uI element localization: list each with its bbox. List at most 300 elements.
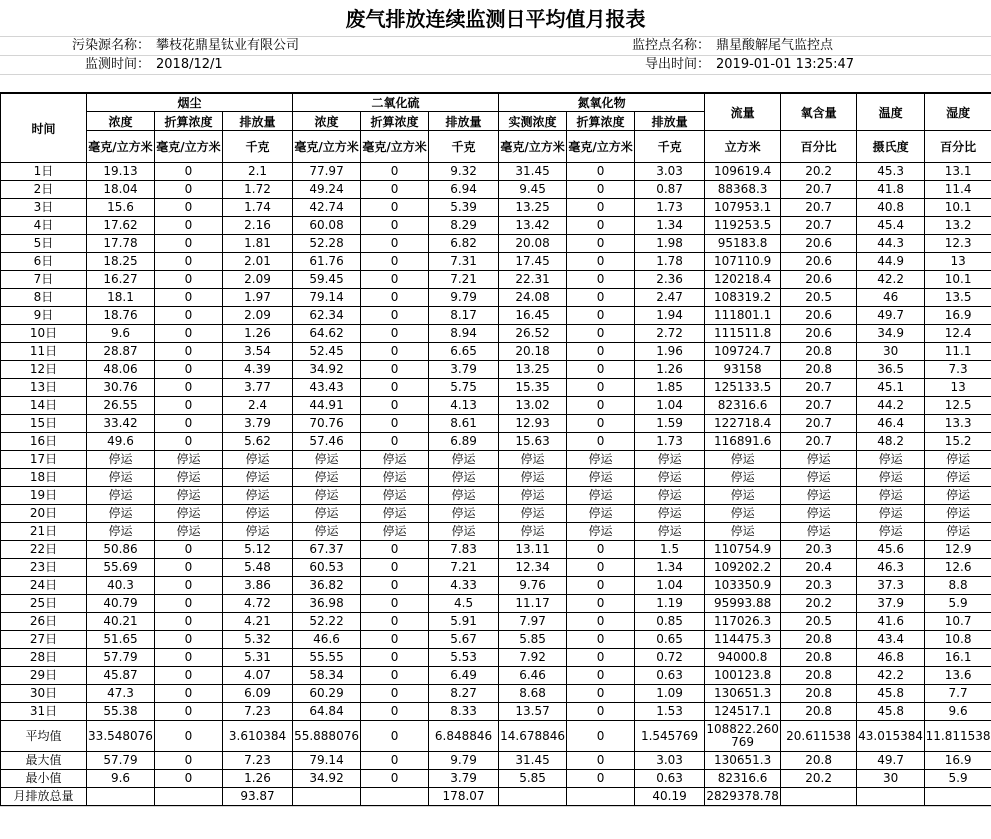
table-cell: 1.26 — [635, 361, 705, 379]
table-cell: 0 — [155, 541, 223, 559]
table-cell: 13.6 — [925, 667, 991, 685]
summary-cell: 1.26 — [223, 770, 293, 788]
row-date: 30日 — [1, 685, 87, 703]
table-cell: 37.3 — [857, 577, 925, 595]
table-cell: 46 — [857, 289, 925, 307]
summary-cell: 5.85 — [499, 770, 567, 788]
table-cell: 停运 — [361, 451, 429, 469]
table-cell: 109619.4 — [705, 163, 781, 181]
table-cell: 4.39 — [223, 361, 293, 379]
table-cell: 0 — [155, 649, 223, 667]
table-cell: 5.62 — [223, 433, 293, 451]
table-cell: 0 — [155, 703, 223, 721]
table-cell: 119253.5 — [705, 217, 781, 235]
table-cell: 4.21 — [223, 613, 293, 631]
table-cell: 0 — [567, 631, 635, 649]
table-cell: 49.6 — [87, 433, 155, 451]
table-cell: 0 — [567, 271, 635, 289]
table-cell: 停运 — [705, 451, 781, 469]
row-date: 6日 — [1, 253, 87, 271]
header-so2-conc: 浓度 — [293, 112, 361, 131]
table-cell: 5.91 — [429, 613, 499, 631]
table-cell: 1.73 — [635, 433, 705, 451]
report-title: 废气排放连续监测日平均值月报表 — [0, 0, 991, 37]
table-cell: 4.72 — [223, 595, 293, 613]
table-cell: 36.5 — [857, 361, 925, 379]
row-date: 12日 — [1, 361, 87, 379]
summary-cell: 34.92 — [293, 770, 361, 788]
table-cell: 94000.8 — [705, 649, 781, 667]
table-cell: 82316.6 — [705, 397, 781, 415]
table-header — [1, 94, 991, 163]
table-cell: 7.3 — [925, 361, 991, 379]
table-cell: 42.2 — [857, 271, 925, 289]
table-cell: 停运 — [781, 505, 857, 523]
table-cell: 停运 — [499, 469, 567, 487]
row-date: 29日 — [1, 667, 87, 685]
table-cell: 111511.8 — [705, 325, 781, 343]
summary-cell: 0 — [361, 770, 429, 788]
table-cell: 20.18 — [499, 343, 567, 361]
table-cell: 120218.4 — [705, 271, 781, 289]
summary-cell: 20.2 — [781, 770, 857, 788]
table-cell: 20.7 — [781, 181, 857, 199]
summary-cell: 55.888076 — [293, 721, 361, 752]
table-cell: 0 — [361, 685, 429, 703]
summary-cell: 30 — [857, 770, 925, 788]
unit-cell: 毫克/立方米 — [293, 131, 361, 163]
unit-cell: 毫克/立方米 — [567, 131, 635, 163]
table-cell: 67.37 — [293, 541, 361, 559]
table-cell: 0 — [567, 397, 635, 415]
table-cell: 40.79 — [87, 595, 155, 613]
summary-cell: 57.79 — [87, 752, 155, 770]
row-date: 14日 — [1, 397, 87, 415]
table-cell: 20.7 — [781, 433, 857, 451]
row-date: 5日 — [1, 235, 87, 253]
table-cell: 64.84 — [293, 703, 361, 721]
table-cell: 107110.9 — [705, 253, 781, 271]
table-cell: 1.98 — [635, 235, 705, 253]
table-cell: 40.3 — [87, 577, 155, 595]
table-cell: 40.21 — [87, 613, 155, 631]
table-cell: 0 — [567, 181, 635, 199]
table-row — [1, 361, 991, 379]
table-cell: 7.31 — [429, 253, 499, 271]
table-cell: 0 — [361, 631, 429, 649]
table-cell: 16.45 — [499, 307, 567, 325]
header-group-so2: 二氧化硫 — [293, 94, 499, 112]
table-row — [1, 523, 991, 541]
summary-cell: 108822.260769 — [705, 721, 781, 752]
summary-cell: 2829378.78 — [705, 788, 781, 806]
table-cell: 0 — [155, 361, 223, 379]
table-cell: 6.65 — [429, 343, 499, 361]
table-cell: 11.4 — [925, 181, 991, 199]
table-cell: 13.42 — [499, 217, 567, 235]
table-cell: 1.04 — [635, 397, 705, 415]
table-cell: 1.85 — [635, 379, 705, 397]
table-cell: 3.54 — [223, 343, 293, 361]
summary-cell: 11.811538 — [925, 721, 991, 752]
row-date: 7日 — [1, 271, 87, 289]
table-cell: 20.6 — [781, 307, 857, 325]
table-cell: 停运 — [429, 487, 499, 505]
table-cell: 52.22 — [293, 613, 361, 631]
trailing-row — [0, 806, 991, 829]
table-row — [1, 199, 991, 217]
report-table — [0, 93, 991, 806]
table-cell: 15.35 — [499, 379, 567, 397]
table-cell: 20.2 — [781, 163, 857, 181]
table-cell: 5.85 — [499, 631, 567, 649]
point-label: 监控点名称： — [631, 38, 710, 53]
table-cell: 117026.3 — [705, 613, 781, 631]
table-cell: 0 — [155, 397, 223, 415]
table-cell: 6.46 — [499, 667, 567, 685]
table-cell: 0 — [567, 199, 635, 217]
table-cell: 0 — [155, 685, 223, 703]
table-cell: 58.34 — [293, 667, 361, 685]
table-cell: 47.3 — [87, 685, 155, 703]
table-cell: 0 — [155, 595, 223, 613]
table-cell: 0 — [567, 685, 635, 703]
row-date: 17日 — [1, 451, 87, 469]
point-value: 鼎星酸解尾气监控点 — [716, 38, 834, 53]
table-cell: 6.82 — [429, 235, 499, 253]
table-cell: 26.52 — [499, 325, 567, 343]
summary-cell: 0 — [155, 770, 223, 788]
table-cell: 停运 — [499, 451, 567, 469]
table-cell: 20.6 — [781, 235, 857, 253]
header-nox-emit: 排放量 — [635, 112, 705, 131]
table-cell: 45.8 — [857, 703, 925, 721]
summary-cell: 0 — [155, 721, 223, 752]
summary-cell: 20.611538 — [781, 721, 857, 752]
summary-row — [1, 752, 991, 770]
table-cell: 44.91 — [293, 397, 361, 415]
table-cell: 0.65 — [635, 631, 705, 649]
summary-cell: 178.07 — [429, 788, 499, 806]
table-cell: 20.8 — [781, 649, 857, 667]
row-date: 13日 — [1, 379, 87, 397]
table-cell: 13.2 — [925, 217, 991, 235]
table-cell: 19.13 — [87, 163, 155, 181]
table-cell: 停运 — [293, 469, 361, 487]
export-value: 2019-01-01 13:25:47 — [716, 57, 855, 72]
summary-label: 最小值 — [1, 770, 87, 788]
table-cell: 10.7 — [925, 613, 991, 631]
table-cell: 停运 — [499, 505, 567, 523]
table-cell: 9.32 — [429, 163, 499, 181]
row-date: 1日 — [1, 163, 87, 181]
summary-cell: 0 — [361, 721, 429, 752]
table-cell: 45.1 — [857, 379, 925, 397]
table-cell: 0 — [155, 289, 223, 307]
table-cell: 16.9 — [925, 307, 991, 325]
table-cell: 0 — [361, 577, 429, 595]
table-cell: 20.7 — [781, 397, 857, 415]
table-cell: 37.9 — [857, 595, 925, 613]
table-cell: 3.86 — [223, 577, 293, 595]
table-cell: 45.6 — [857, 541, 925, 559]
table-cell: 79.14 — [293, 289, 361, 307]
table-cell: 2.01 — [223, 253, 293, 271]
summary-row — [1, 721, 991, 752]
unit-cell: 摄氏度 — [857, 131, 925, 163]
table-cell: 5.39 — [429, 199, 499, 217]
table-cell: 12.6 — [925, 559, 991, 577]
table-cell: 110754.9 — [705, 541, 781, 559]
table-cell: 1.5 — [635, 541, 705, 559]
table-cell: 13.57 — [499, 703, 567, 721]
table-cell: 9.6 — [87, 325, 155, 343]
table-cell: 停运 — [925, 469, 991, 487]
table-cell: 0 — [155, 631, 223, 649]
table-cell: 停运 — [925, 487, 991, 505]
table-cell: 0 — [361, 343, 429, 361]
table-row — [1, 469, 991, 487]
unit-cell: 毫克/立方米 — [87, 131, 155, 163]
header-oxygen: 氧含量 — [781, 94, 857, 131]
table-cell: 停运 — [293, 451, 361, 469]
table-cell: 停运 — [361, 469, 429, 487]
summary-cell: 20.8 — [781, 752, 857, 770]
table-cell: 0 — [567, 667, 635, 685]
table-row — [1, 595, 991, 613]
table-cell: 0 — [361, 217, 429, 235]
table-cell: 8.94 — [429, 325, 499, 343]
row-date: 28日 — [1, 649, 87, 667]
table-cell: 20.3 — [781, 577, 857, 595]
table-cell: 0 — [155, 433, 223, 451]
table-cell: 0 — [567, 703, 635, 721]
summary-cell: 16.9 — [925, 752, 991, 770]
table-cell: 15.6 — [87, 199, 155, 217]
header-temp: 温度 — [857, 94, 925, 131]
table-cell: 13.25 — [499, 361, 567, 379]
table-row — [1, 163, 991, 181]
table-cell: 0 — [567, 307, 635, 325]
table-cell: 1.34 — [635, 217, 705, 235]
table-cell: 12.9 — [925, 541, 991, 559]
table-cell: 20.2 — [781, 595, 857, 613]
table-cell: 1.26 — [223, 325, 293, 343]
table-cell: 6.89 — [429, 433, 499, 451]
row-date: 21日 — [1, 523, 87, 541]
table-cell: 5.32 — [223, 631, 293, 649]
table-cell: 0 — [567, 289, 635, 307]
table-cell: 停运 — [567, 523, 635, 541]
table-cell: 停运 — [567, 487, 635, 505]
summary-cell: 33.548076 — [87, 721, 155, 752]
table-cell: 8.68 — [499, 685, 567, 703]
table-cell: 49.7 — [857, 307, 925, 325]
row-date: 25日 — [1, 595, 87, 613]
table-cell: 46.8 — [857, 649, 925, 667]
table-cell: 18.04 — [87, 181, 155, 199]
table-cell: 0.87 — [635, 181, 705, 199]
table-cell: 7.97 — [499, 613, 567, 631]
table-cell: 122718.4 — [705, 415, 781, 433]
table-cell: 42.74 — [293, 199, 361, 217]
row-date: 15日 — [1, 415, 87, 433]
source-value: 攀枝花鼎星钛业有限公司 — [156, 38, 300, 53]
table-cell: 46.4 — [857, 415, 925, 433]
table-cell: 停运 — [293, 487, 361, 505]
table-row — [1, 505, 991, 523]
table-row — [1, 325, 991, 343]
summary-cell — [155, 788, 223, 806]
table-cell: 停运 — [361, 487, 429, 505]
table-cell: 5.12 — [223, 541, 293, 559]
table-cell: 100123.8 — [705, 667, 781, 685]
info-row-1 — [0, 37, 991, 56]
summary-cell: 0 — [567, 721, 635, 752]
table-cell: 6.94 — [429, 181, 499, 199]
table-row — [1, 397, 991, 415]
table-cell: 20.8 — [781, 685, 857, 703]
table-cell: 0 — [155, 217, 223, 235]
table-cell: 0 — [567, 361, 635, 379]
unit-cell: 千克 — [223, 131, 293, 163]
table-cell: 0 — [567, 433, 635, 451]
summary-cell: 14.678846 — [499, 721, 567, 752]
unit-cell: 百分比 — [925, 131, 991, 163]
table-cell: 1.53 — [635, 703, 705, 721]
table-cell: 0 — [155, 577, 223, 595]
table-cell: 0 — [361, 271, 429, 289]
table-cell: 45.4 — [857, 217, 925, 235]
table-cell: 0 — [567, 343, 635, 361]
table-cell: 0 — [567, 415, 635, 433]
table-cell: 0 — [361, 595, 429, 613]
table-cell: 3.79 — [223, 415, 293, 433]
table-row — [1, 235, 991, 253]
row-date: 2日 — [1, 181, 87, 199]
table-cell: 45.3 — [857, 163, 925, 181]
table-cell: 88368.3 — [705, 181, 781, 199]
table-cell: 0 — [361, 613, 429, 631]
unit-cell: 百分比 — [781, 131, 857, 163]
table-cell: 停运 — [635, 523, 705, 541]
table-cell: 13.1 — [925, 163, 991, 181]
table-row — [1, 487, 991, 505]
table-cell: 51.65 — [87, 631, 155, 649]
table-cell: 7.83 — [429, 541, 499, 559]
summary-cell: 6.848846 — [429, 721, 499, 752]
summary-cell — [567, 788, 635, 806]
table-cell: 46.3 — [857, 559, 925, 577]
table-cell: 60.08 — [293, 217, 361, 235]
table-cell: 0 — [567, 325, 635, 343]
table-cell: 18.25 — [87, 253, 155, 271]
table-cell: 8.29 — [429, 217, 499, 235]
table-row — [1, 181, 991, 199]
table-cell: 停运 — [857, 469, 925, 487]
table-cell: 43.4 — [857, 631, 925, 649]
table-cell: 17.45 — [499, 253, 567, 271]
table-cell: 0 — [567, 541, 635, 559]
table-cell: 18.76 — [87, 307, 155, 325]
table-cell: 停运 — [857, 451, 925, 469]
summary-cell: 7.23 — [223, 752, 293, 770]
table-cell: 0 — [567, 613, 635, 631]
table-cell: 36.82 — [293, 577, 361, 595]
table-cell: 30 — [857, 343, 925, 361]
table-cell: 10.1 — [925, 271, 991, 289]
table-cell: 0 — [567, 559, 635, 577]
table-cell: 停运 — [857, 523, 925, 541]
unit-row — [1, 131, 991, 163]
table-row — [1, 451, 991, 469]
source-label: 污染源名称： — [71, 38, 150, 53]
table-cell: 停运 — [781, 469, 857, 487]
table-cell: 停运 — [223, 487, 293, 505]
table-cell: 1.94 — [635, 307, 705, 325]
row-date: 4日 — [1, 217, 87, 235]
table-cell: 12.93 — [499, 415, 567, 433]
table-cell: 0 — [155, 613, 223, 631]
table-cell: 5.75 — [429, 379, 499, 397]
table-cell: 2.16 — [223, 217, 293, 235]
summary-cell — [857, 788, 925, 806]
table-cell: 停运 — [361, 505, 429, 523]
table-row — [1, 307, 991, 325]
table-cell: 停运 — [293, 505, 361, 523]
table-cell: 2.72 — [635, 325, 705, 343]
table-cell: 3.79 — [429, 361, 499, 379]
table-cell: 6.49 — [429, 667, 499, 685]
table-cell: 13 — [925, 253, 991, 271]
table-row — [1, 631, 991, 649]
table-cell: 停运 — [705, 523, 781, 541]
table-cell: 28.87 — [87, 343, 155, 361]
table-cell: 44.3 — [857, 235, 925, 253]
table-cell: 0 — [361, 433, 429, 451]
table-cell: 5.53 — [429, 649, 499, 667]
table-cell: 0 — [155, 235, 223, 253]
table-cell: 95183.8 — [705, 235, 781, 253]
info-row-2 — [0, 56, 991, 75]
table-cell: 停运 — [499, 487, 567, 505]
table-row — [1, 541, 991, 559]
table-cell: 0.72 — [635, 649, 705, 667]
summary-cell: 3.610384 — [223, 721, 293, 752]
table-cell: 55.38 — [87, 703, 155, 721]
table-cell: 20.5 — [781, 289, 857, 307]
table-cell: 20.4 — [781, 559, 857, 577]
table-cell: 停运 — [223, 469, 293, 487]
table-cell: 0 — [155, 307, 223, 325]
row-date: 19日 — [1, 487, 87, 505]
table-cell: 0 — [361, 289, 429, 307]
row-date: 11日 — [1, 343, 87, 361]
table-cell: 41.8 — [857, 181, 925, 199]
table-cell: 0 — [361, 253, 429, 271]
table-cell: 20.7 — [781, 199, 857, 217]
table-cell: 停运 — [87, 523, 155, 541]
table-cell: 停运 — [293, 523, 361, 541]
table-cell: 124517.1 — [705, 703, 781, 721]
table-cell: 7.92 — [499, 649, 567, 667]
table-cell: 停运 — [87, 469, 155, 487]
table-cell: 0 — [361, 415, 429, 433]
table-row — [1, 343, 991, 361]
table-cell: 1.09 — [635, 685, 705, 703]
table-cell: 70.76 — [293, 415, 361, 433]
table-cell: 31.45 — [499, 163, 567, 181]
